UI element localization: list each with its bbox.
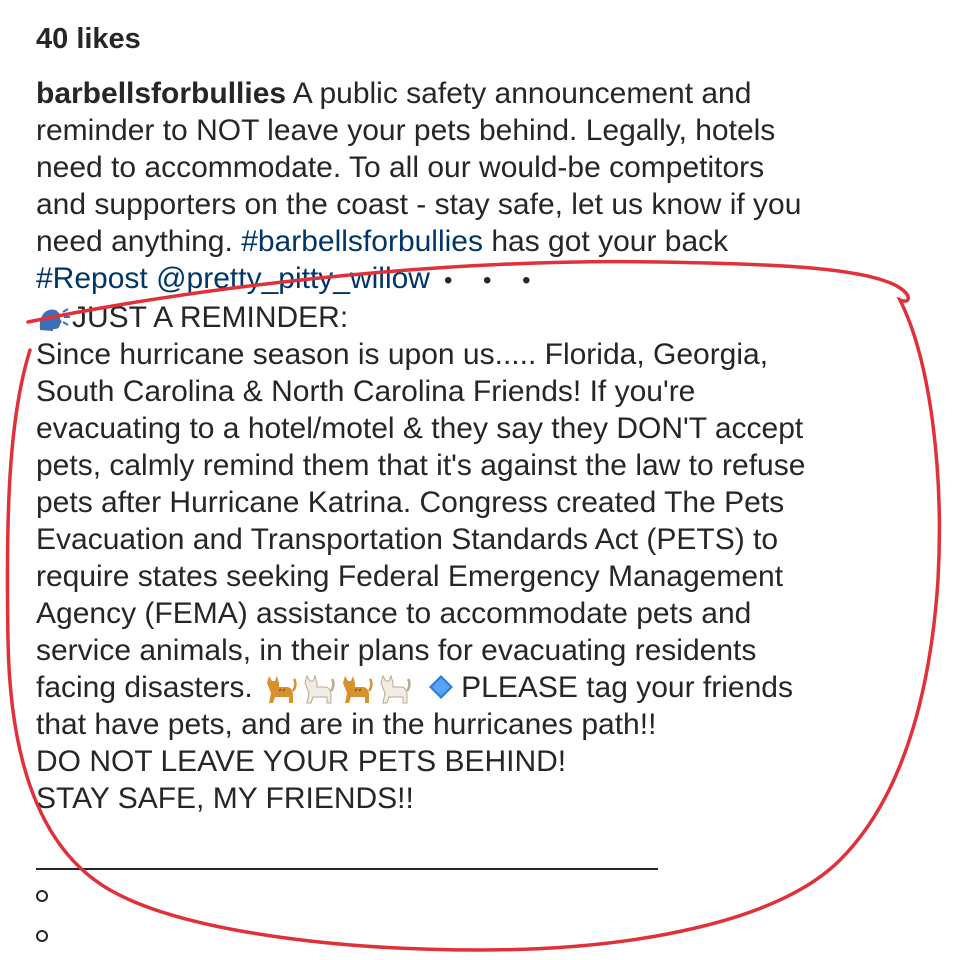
facing-text: facing disasters. xyxy=(36,671,253,704)
reminder-title: JUST A REMINDER: xyxy=(72,301,349,334)
hashtag-link[interactable]: #barbellsforbullies xyxy=(241,225,483,258)
bullet-circle xyxy=(36,890,48,902)
closing-line: STAY SAFE, MY FRIENDS!! xyxy=(36,782,414,815)
closing-line: DO NOT LEAVE YOUR PETS BEHIND! xyxy=(36,745,567,778)
speaking-head-icon xyxy=(36,304,72,332)
orange-cat-icon xyxy=(337,673,373,705)
body-line: pets, calmly remind them that it's against the law to refuse xyxy=(36,449,806,482)
caption-text: A public safety announcement and xyxy=(292,77,752,110)
body-line: require states seeking Federal Emergency Management xyxy=(36,560,784,593)
body-line: Evacuation and Transportation Standards Act (PETS) to xyxy=(36,523,779,556)
divider-line xyxy=(36,868,658,870)
caption-text: has got your back xyxy=(491,225,729,258)
blue-diamond-icon xyxy=(427,673,455,701)
body-line: service animals, in their plans for evacuating residents xyxy=(36,634,757,667)
repost-user-link[interactable]: @pretty_pitty_willow xyxy=(156,262,430,295)
orange-cat-icon xyxy=(261,673,297,705)
repost-line xyxy=(36,260,936,299)
caption-line: reminder to NOT leave your pets behind. Legally, hotels xyxy=(36,114,776,147)
caption-line xyxy=(36,223,936,260)
likes-count[interactable]: 40 likes xyxy=(36,23,141,55)
white-cat-icon xyxy=(299,673,335,705)
please-tag-text: PLEASE tag your friends xyxy=(461,671,793,704)
more-dots[interactable]: • • • xyxy=(443,267,543,294)
body-line: that have pets, and are in the hurricanes path!! xyxy=(36,708,657,741)
body-line: Since hurricane season is upon us..... Florida, Georgia, xyxy=(36,338,769,371)
white-cat-icon xyxy=(375,673,411,705)
repost-hashtag-link[interactable]: #Repost xyxy=(36,262,148,295)
body-line: Agency (FEMA) assistance to accommodate pets and xyxy=(36,597,752,630)
body-line xyxy=(36,669,936,706)
caption-line: need to accommodate. To all our would-be competitors xyxy=(36,151,765,184)
bullet-circle xyxy=(36,930,48,942)
caption-line xyxy=(36,75,936,112)
caption-text: need anything. xyxy=(36,225,233,258)
body-line: evacuating to a hotel/motel & they say they DON'T accept xyxy=(36,412,804,445)
post-caption xyxy=(36,75,936,817)
username-link[interactable]: barbellsforbullies xyxy=(36,77,287,110)
body-line: South Carolina & North Carolina Friends! If you're xyxy=(36,375,696,408)
body-line: pets after Hurricane Katrina. Congress created The Pets xyxy=(36,486,785,519)
reminder-title-line xyxy=(36,299,936,336)
caption-line: and supporters on the coast - stay safe, let us know if you xyxy=(36,188,802,221)
